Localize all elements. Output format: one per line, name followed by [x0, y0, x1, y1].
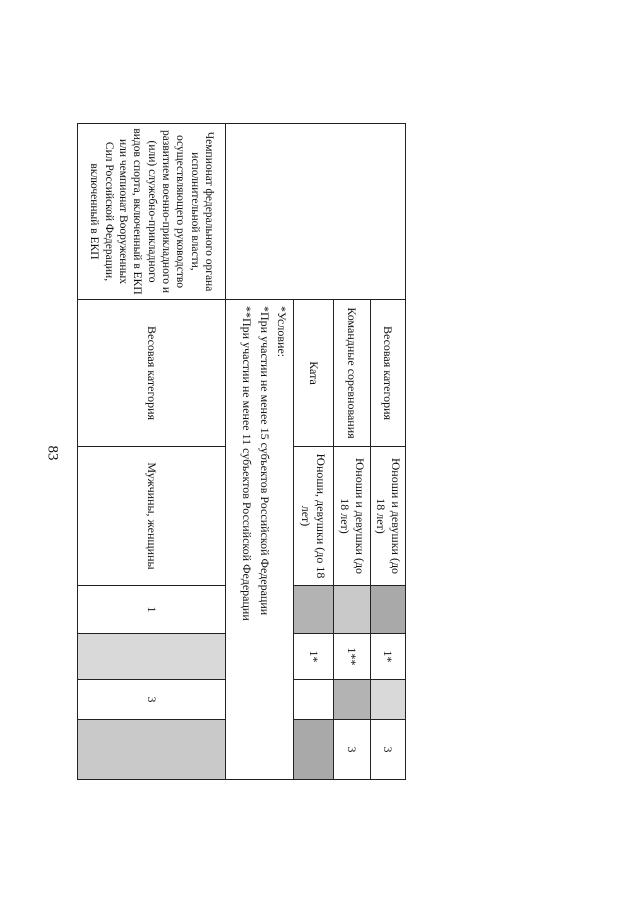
table-row: [371, 124, 406, 780]
place-cell: [371, 586, 406, 634]
place-cell: [294, 720, 334, 780]
discipline-cell: Весовая категория: [371, 300, 406, 447]
event-name-cell: Чемпионат федерального органа исполнительной власти, осуществляющего руководство развитием военно-прикладного и (или) служебно-прикладного видов спорта, включенный в ЕКП или чемпионат Вооруженных Сил Российской Федерации, включенный в ЕКП: [78, 124, 226, 300]
conditions-title: *Условие:: [275, 306, 289, 358]
sport-results-table: [77, 123, 406, 780]
rotated-table-block: [80, 123, 406, 779]
event-cell-empty: [226, 124, 406, 300]
discipline-cell: Весовая категория: [78, 300, 226, 447]
place-cell: [294, 680, 334, 720]
place-cell: 1**: [334, 634, 371, 680]
conditions-note-2: **При участии не менее 11 субъектов Российской Федерации: [240, 306, 255, 621]
place-cell: [294, 586, 334, 634]
discipline-cell: Ката: [294, 300, 334, 447]
place-cell: 3: [334, 720, 371, 780]
discipline-cell: Командные соревнования: [334, 300, 371, 447]
place-cell: [78, 720, 226, 780]
conditions-note-1: *При участии не менее 15 субъектов Российской Федерации: [257, 306, 272, 616]
place-cell: [334, 680, 371, 720]
place-cell: 3: [78, 680, 226, 720]
conditions-cell: [226, 300, 294, 780]
page-number: 83: [44, 445, 61, 461]
place-cell: 3: [371, 720, 406, 780]
place-cell: [78, 634, 226, 680]
group-cell: Юноши, девушки (до 18 лет): [294, 447, 334, 586]
group-cell: Юноши и девушки (до 18 лет): [334, 447, 371, 586]
place-cell: [371, 680, 406, 720]
table-row: [78, 124, 226, 780]
place-cell: 1: [78, 586, 226, 634]
group-cell: Мужчины, женщины: [78, 447, 226, 586]
place-cell: [334, 586, 371, 634]
place-cell: 1*: [371, 634, 406, 680]
group-cell: Юноши и девушки (до 18 лет): [371, 447, 406, 586]
place-cell: 1*: [294, 634, 334, 680]
